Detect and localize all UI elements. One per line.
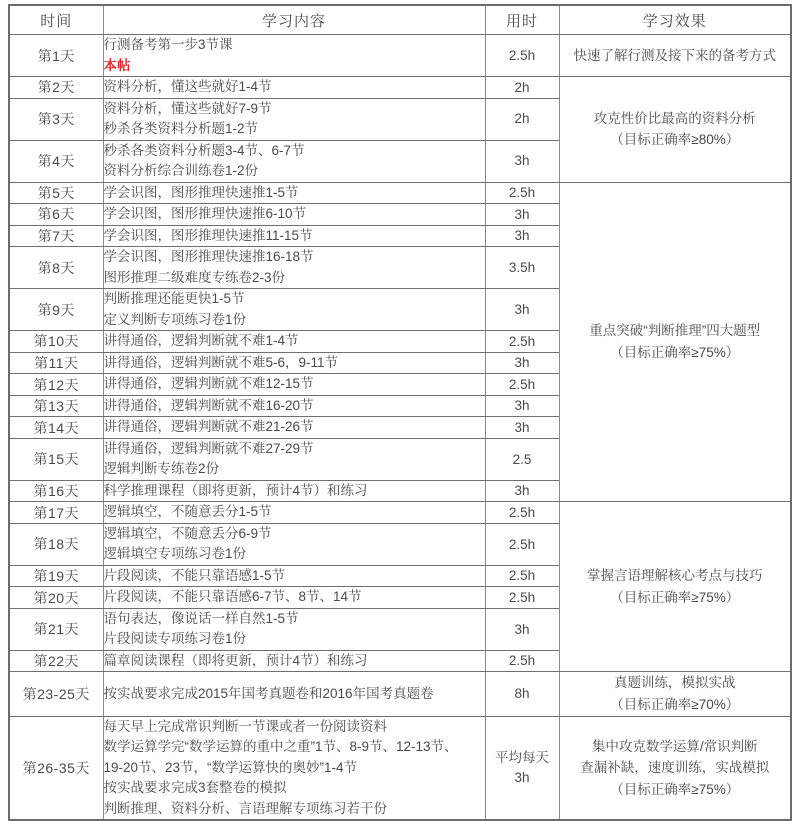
hours-line: 3h bbox=[514, 769, 530, 785]
cell-hours bbox=[485, 608, 559, 650]
cell-effect bbox=[559, 77, 791, 183]
cell-time: 第4天 bbox=[9, 140, 103, 182]
content-line: 讲得通俗，逻辑判断就不难12-15节 bbox=[103, 376, 314, 392]
hours-line: 2h bbox=[514, 111, 530, 127]
hours-line: 3h bbox=[514, 621, 530, 637]
content-line: 定义判断专项练习卷1份 bbox=[103, 311, 247, 327]
content-line: 讲得通俗，逻辑判断就不难21-26节 bbox=[103, 419, 314, 435]
header-row bbox=[9, 5, 791, 35]
cell-hours bbox=[485, 716, 559, 820]
effect-line: 真题训练，模拟实战 bbox=[614, 675, 736, 691]
content-line: 片段阅读，不能只靠语感1-5节 bbox=[103, 567, 286, 583]
cell-time: 第1天 bbox=[9, 35, 103, 77]
cell-hours bbox=[485, 395, 559, 417]
effect-line: （目标正确率≥70%） bbox=[610, 697, 740, 713]
cell-time: 第26-35天 bbox=[9, 716, 103, 820]
content-line: 学会识图，图形推理快速推1-5节 bbox=[103, 184, 299, 200]
hours-line: 3h bbox=[514, 301, 530, 317]
cell-effect bbox=[559, 672, 791, 716]
content-line: 讲得通俗，逻辑判断就不难1-4节 bbox=[103, 333, 299, 349]
cell-effect bbox=[559, 182, 791, 502]
cell-time: 第20天 bbox=[9, 587, 103, 609]
content-line: 资料分析，懂这些就好1-4节 bbox=[103, 79, 272, 95]
cell-time: 第13天 bbox=[9, 395, 103, 417]
effect-line: 查漏补缺，速度训练，实战模拟 bbox=[580, 760, 770, 776]
cell-hours bbox=[485, 289, 559, 331]
content-line: 数学运算学完“数学运算的重中之重”1节、8-9节、12-13节、 bbox=[103, 739, 458, 755]
cell-time: 第3天 bbox=[9, 98, 103, 140]
content-line: 片段阅读，不能只靠语感6-7节、8节、14节 bbox=[103, 589, 362, 605]
content-line: 本帖 bbox=[103, 57, 131, 73]
hours-line: 2h bbox=[514, 79, 530, 95]
cell-content bbox=[103, 523, 485, 565]
content-line: 学会识图，图形推理快速推11-15节 bbox=[103, 227, 313, 243]
hours-line: 2.5 bbox=[512, 451, 532, 467]
cell-time: 第7天 bbox=[9, 225, 103, 247]
table-row bbox=[9, 182, 791, 204]
hours-line: 2.5h bbox=[508, 47, 536, 63]
header-time: 时间 bbox=[9, 5, 103, 35]
hours-line: 2.5h bbox=[508, 333, 536, 349]
hours-line: 3h bbox=[514, 206, 530, 222]
content-line: 讲得通俗，逻辑判断就不难27-29节 bbox=[103, 440, 314, 456]
cell-content bbox=[103, 352, 485, 374]
cell-hours bbox=[485, 438, 559, 480]
effect-line: 掌握言语理解核心考点与技巧 bbox=[587, 568, 763, 584]
content-line: 资料分析，懂这些就好7-9节 bbox=[103, 100, 272, 116]
cell-hours bbox=[485, 352, 559, 374]
cell-content bbox=[103, 35, 485, 77]
cell-effect bbox=[559, 35, 791, 77]
cell-hours bbox=[485, 587, 559, 609]
cell-time: 第14天 bbox=[9, 417, 103, 439]
cell-content bbox=[103, 140, 485, 182]
cell-content bbox=[103, 247, 485, 289]
cell-time: 第18天 bbox=[9, 523, 103, 565]
cell-hours bbox=[485, 182, 559, 204]
hours-line: 3h bbox=[514, 419, 530, 435]
cell-hours bbox=[485, 247, 559, 289]
content-line: 资料分析综合训练卷1-2份 bbox=[103, 163, 259, 179]
cell-hours bbox=[485, 374, 559, 396]
table-row bbox=[9, 35, 791, 77]
hours-line: 2.5h bbox=[508, 504, 536, 520]
cell-time: 第22天 bbox=[9, 650, 103, 672]
table-header bbox=[9, 5, 791, 35]
cell-content bbox=[103, 225, 485, 247]
cell-content bbox=[103, 98, 485, 140]
study-plan-table bbox=[8, 4, 792, 821]
effect-line: （目标正确率≥80%） bbox=[610, 132, 740, 148]
hours-line: 3h bbox=[514, 398, 530, 414]
content-line: 判断推理还能更快1-5节 bbox=[103, 291, 245, 307]
cell-hours bbox=[485, 565, 559, 587]
hours-line: 3h bbox=[514, 153, 530, 169]
content-line: 按实战要求完成2015年国考真题卷和2016年国考真题卷 bbox=[103, 685, 434, 701]
hours-line: 8h bbox=[514, 686, 530, 702]
hours-line: 平均每天 bbox=[495, 750, 549, 766]
hours-line: 3h bbox=[514, 483, 530, 499]
cell-content bbox=[103, 565, 485, 587]
cell-hours bbox=[485, 480, 559, 502]
content-line: 判断推理、资料分析、言语理解专项练习若干份 bbox=[103, 800, 387, 816]
hours-line: 2.5h bbox=[508, 568, 536, 584]
content-line: 图形推理二级难度专练卷2-3份 bbox=[103, 269, 286, 285]
cell-content bbox=[103, 77, 485, 99]
cell-time: 第11天 bbox=[9, 352, 103, 374]
cell-hours bbox=[485, 204, 559, 226]
cell-time: 第12天 bbox=[9, 374, 103, 396]
header-content: 学习内容 bbox=[103, 5, 485, 35]
effect-line: （目标正确率≥75%） bbox=[610, 589, 740, 605]
content-line: 逻辑填空专项练习卷1份 bbox=[103, 546, 247, 562]
cell-time: 第17天 bbox=[9, 502, 103, 524]
header-hours: 用时 bbox=[485, 5, 559, 35]
content-line: 19-20节、23节，“数学运算快的奥妙”1-4节 bbox=[103, 759, 358, 775]
cell-hours bbox=[485, 98, 559, 140]
header-effect: 学习效果 bbox=[559, 5, 791, 35]
cell-hours bbox=[485, 417, 559, 439]
cell-content bbox=[103, 716, 485, 820]
content-line: 每天早上完成常识判断一节课或者一份阅读资料 bbox=[103, 718, 387, 734]
cell-effect bbox=[559, 716, 791, 820]
content-line: 讲得通俗，逻辑判断就不难5-6，9-11节 bbox=[103, 354, 339, 370]
cell-effect bbox=[559, 502, 791, 672]
cell-content bbox=[103, 650, 485, 672]
content-line: 学会识图，图形推理快速推6-10节 bbox=[103, 206, 307, 222]
cell-time: 第10天 bbox=[9, 331, 103, 353]
content-line: 秒杀各类资料分析题3-4节、6-7节 bbox=[103, 142, 305, 158]
cell-time: 第2天 bbox=[9, 77, 103, 99]
cell-content bbox=[103, 417, 485, 439]
cell-time: 第5天 bbox=[9, 182, 103, 204]
hours-line: 3h bbox=[514, 355, 530, 371]
hours-line: 2.5h bbox=[508, 653, 536, 669]
cell-time: 第9天 bbox=[9, 289, 103, 331]
content-line: 逻辑判断专练卷2份 bbox=[103, 461, 220, 477]
cell-content bbox=[103, 480, 485, 502]
cell-hours bbox=[485, 35, 559, 77]
cell-time: 第8天 bbox=[9, 247, 103, 289]
cell-time: 第6天 bbox=[9, 204, 103, 226]
cell-content bbox=[103, 608, 485, 650]
cell-content bbox=[103, 182, 485, 204]
cell-time: 第21天 bbox=[9, 608, 103, 650]
content-line: 学会识图，图形推理快速推16-18节 bbox=[103, 249, 314, 265]
cell-content bbox=[103, 331, 485, 353]
cell-content bbox=[103, 204, 485, 226]
cell-time: 第19天 bbox=[9, 565, 103, 587]
effect-line: （目标正确率≥75%） bbox=[610, 781, 740, 797]
table-row bbox=[9, 716, 791, 820]
content-line: 片段阅读专项练习卷1份 bbox=[103, 631, 247, 647]
content-line: 行测备考第一步3节课 bbox=[103, 37, 233, 52]
hours-line: 3.5h bbox=[508, 259, 536, 275]
cell-hours bbox=[485, 225, 559, 247]
cell-content bbox=[103, 587, 485, 609]
cell-hours bbox=[485, 502, 559, 524]
table-row bbox=[9, 77, 791, 99]
cell-time: 第16天 bbox=[9, 480, 103, 502]
effect-line: 快速了解行测及接下来的备考方式 bbox=[573, 47, 776, 63]
hours-line: 2.5h bbox=[508, 376, 536, 392]
content-line: 秒杀各类资料分析题1-2节 bbox=[103, 121, 259, 137]
hours-line: 3h bbox=[514, 228, 530, 244]
content-line: 讲得通俗，逻辑判断就不难16-20节 bbox=[103, 397, 314, 413]
hours-line: 2.5h bbox=[508, 536, 536, 552]
content-line: 逻辑填空，不随意丢分1-5节 bbox=[103, 504, 272, 520]
cell-hours bbox=[485, 331, 559, 353]
table-row bbox=[9, 672, 791, 716]
cell-hours bbox=[485, 77, 559, 99]
hours-line: 2.5h bbox=[508, 589, 536, 605]
table-row bbox=[9, 502, 791, 524]
cell-content bbox=[103, 374, 485, 396]
cell-content bbox=[103, 672, 485, 716]
content-line: 科学推理课程（即将更新，预计4节）和练习 bbox=[103, 482, 368, 498]
content-line: 逻辑填空，不随意丢分6-9节 bbox=[103, 525, 272, 541]
effect-line: 重点突破“判断推理”四大题型 bbox=[589, 323, 761, 339]
effect-line: 集中攻克数学运算/常识判断 bbox=[591, 738, 758, 754]
content-line: 篇章阅读课程（即将更新，预计4节）和练习 bbox=[103, 652, 368, 668]
cell-time: 第23-25天 bbox=[9, 672, 103, 716]
cell-hours bbox=[485, 523, 559, 565]
effect-line: 攻克性价比最高的资料分析 bbox=[593, 110, 756, 126]
content-line: 语句表达，像说话一样自然1-5节 bbox=[103, 610, 299, 626]
cell-hours bbox=[485, 140, 559, 182]
cell-content bbox=[103, 502, 485, 524]
cell-hours bbox=[485, 650, 559, 672]
cell-content bbox=[103, 289, 485, 331]
hours-line: 2.5h bbox=[508, 185, 536, 201]
table-body bbox=[9, 35, 791, 821]
cell-content bbox=[103, 395, 485, 417]
cell-hours bbox=[485, 672, 559, 716]
cell-time: 第15天 bbox=[9, 438, 103, 480]
content-line: 按实战要求完成3套整卷的模拟 bbox=[103, 780, 287, 796]
effect-line: （目标正确率≥75%） bbox=[610, 344, 740, 360]
cell-content bbox=[103, 438, 485, 480]
